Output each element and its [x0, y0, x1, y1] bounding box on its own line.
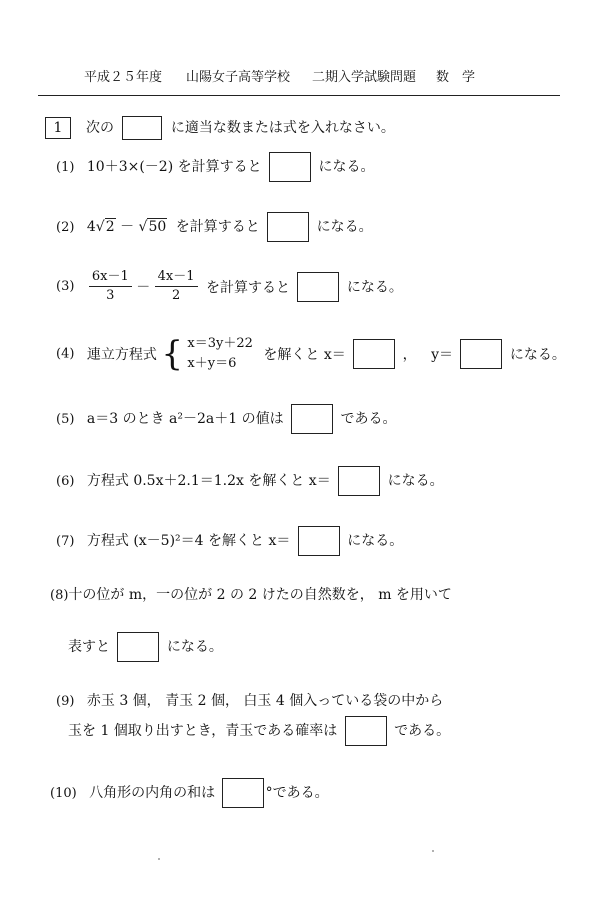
question-2-radicand-2: 50 [148, 219, 167, 235]
question-5 [56, 404, 397, 434]
question-9-line-1: 赤玉 3 個， 青玉 2 個， 白玉 4 個入っている袋の中から [86, 693, 444, 709]
system-equation-2: x＋y＝6 [187, 356, 237, 371]
system-brace: { [161, 334, 183, 374]
question-4-mid: を解くと x＝ [263, 347, 346, 363]
question-10 [50, 778, 329, 808]
instruction-suffix: に適当な数または式を入れなさい。 [170, 120, 395, 136]
question-3-fraction-1 [89, 268, 132, 305]
section-heading [45, 117, 71, 139]
question-1 [56, 152, 375, 182]
question-4 [56, 334, 566, 374]
question-9-line-2: 玉を 1 個取り出すとき，青玉である確率は [68, 723, 338, 739]
answer-box-4-y[interactable] [460, 339, 502, 369]
scan-speck [158, 858, 160, 860]
question-7-number: (7) [56, 534, 75, 549]
question-6-tail: になる。 [387, 473, 444, 489]
answer-box-7[interactable] [298, 526, 340, 556]
system-equation-1: x＝3y＋22 [187, 336, 253, 351]
header-exam: 二期入学試験問題 [312, 70, 417, 85]
question-2-radicand-1: 2 [105, 219, 115, 235]
question-6-expression: 方程式 0.5x＋2.1＝1.2x を解くと x＝ [86, 473, 331, 489]
question-10-number: (10) [50, 786, 77, 801]
question-3-mid: を計算すると [205, 279, 290, 296]
question-8-tail: になる。 [166, 639, 223, 655]
question-2-mid: を計算すると [175, 219, 260, 235]
header-divider [38, 95, 560, 96]
question-3-number: (3) [56, 279, 75, 294]
question-4-y-label: y＝ [431, 347, 454, 363]
question-9-continuation [68, 716, 450, 746]
answer-box-4-x[interactable] [353, 339, 395, 369]
question-9-number: (9) [56, 694, 75, 709]
fraction-1-denominator: 3 [106, 288, 115, 303]
question-2-coefficient: 4 [86, 219, 96, 235]
question-7 [56, 526, 403, 556]
answer-box-3[interactable] [297, 272, 339, 302]
question-5-number: (5) [56, 412, 75, 427]
question-8-continuation [68, 632, 223, 662]
question-7-tail: になる。 [347, 533, 404, 549]
question-1-number: (1) [56, 160, 75, 175]
question-8-line-2: 表すと [68, 639, 110, 655]
answer-box-6[interactable] [338, 466, 380, 496]
question-4-number: (4) [56, 346, 75, 362]
question-3-tail: になる。 [346, 279, 403, 296]
question-6 [56, 466, 444, 496]
fraction-1-numerator: 6x－1 [89, 268, 132, 287]
header-year: 平成２５年度 [84, 70, 163, 85]
question-8 [50, 584, 452, 604]
question-10-expression: 八角形の内角の和は [89, 785, 216, 801]
answer-box-10[interactable] [222, 778, 264, 808]
section-instruction [86, 116, 395, 140]
answer-box-2[interactable] [267, 212, 309, 242]
question-2-minus: － [120, 219, 135, 235]
fraction-2-denominator: 2 [171, 288, 181, 303]
question-5-tail: である。 [340, 411, 397, 427]
question-3-minus: － [136, 279, 151, 296]
question-2-number: (2) [56, 220, 75, 235]
question-8-number: (8) [50, 588, 69, 603]
question-4-label: 連立方程式 [86, 347, 157, 363]
instruction-prefix: 次の [86, 120, 114, 136]
question-9-tail: である。 [394, 723, 451, 739]
question-8-line-1: 十の位が m，一の位が 2 の 2 けたの自然数を， m を用いて [68, 587, 452, 603]
answer-box-5[interactable] [291, 404, 333, 434]
answer-box-8[interactable] [117, 632, 159, 662]
question-4-system [187, 334, 253, 374]
question-3-fraction-2 [155, 268, 198, 305]
question-10-tail: °である。 [265, 785, 329, 801]
question-2: (2) 4√2 － √50 を計算すると になる。 [56, 212, 373, 242]
question-9 [56, 690, 443, 710]
answer-box-1[interactable] [269, 152, 311, 182]
answer-box-9[interactable] [345, 716, 387, 746]
instruction-sample-box [122, 116, 162, 140]
header-school: 山陽女子高等学校 [186, 70, 291, 85]
fraction-2-numerator: 4x－1 [155, 268, 198, 287]
question-7-expression: 方程式 (x－5)²＝4 を解くと x＝ [86, 533, 291, 549]
question-3 [56, 268, 403, 305]
section-number: 1 [45, 117, 71, 139]
question-1-tail: になる。 [318, 159, 375, 175]
header-subject: 数 学 [436, 70, 476, 85]
scan-speck [432, 850, 434, 852]
question-2-tail: になる。 [316, 219, 373, 235]
question-6-number: (6) [56, 474, 75, 489]
question-4-separator: ， [402, 347, 417, 363]
question-5-expression: a＝3 のとき a²－2a＋1 の値は [86, 411, 284, 427]
question-4-tail: になる。 [509, 347, 566, 363]
question-1-expression: 10＋3×(－2) を計算すると [86, 159, 262, 175]
